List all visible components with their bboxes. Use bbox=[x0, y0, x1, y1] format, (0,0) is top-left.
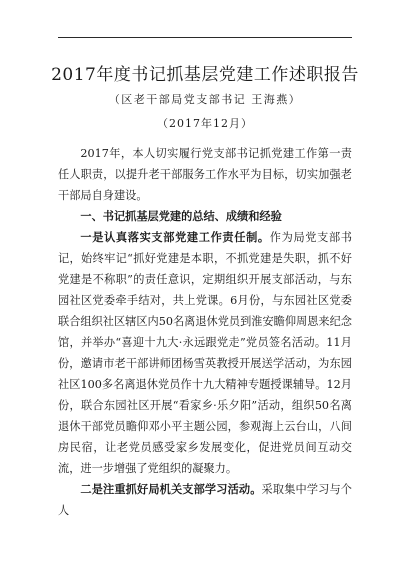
document-title: 2017年度书记抓基层党建工作述职报告 bbox=[51, 65, 359, 85]
point-2-paragraph bbox=[58, 479, 352, 521]
point-1-paragraph bbox=[58, 227, 352, 479]
document-body bbox=[58, 143, 352, 521]
section-heading: 一、书记抓基层党建的总结、成绩和经验 bbox=[80, 210, 282, 223]
point-2-text: 采取集中学习与个人 bbox=[58, 483, 352, 517]
document-date: （2017年12月） bbox=[157, 117, 253, 130]
point-1-text: 作为局党支部书记，始终牢记“抓好党建是本职，不抓党建是失职，抓不好党建是不称职”的责任意识，定期组织开展支部活动，与东园社区党委牵手结对，共上党课。6月份，与东园社区党委联合组织社区辖区内50名离退休党员到淮安瞻仰周恩来纪念馆，并举办“喜迎十九大·永远跟党走”党员签名活动。11月份，邀请市老干部讲师团杨雪英教授开展送学活动，为东园社区100多名离退休党员作十九大精神专题授课辅导。12月份，联合东园社区开展“看家乡·乐夕阳”活动，组织50名离退休干部党员瞻仰邓小平主题公园，参观海上云台山，八间房民宿，让老党员感受家乡发展变化，促进党员间互动交流，进一步增强了党组织的凝聚力。 bbox=[58, 231, 352, 475]
point-2-lead: 二是注重抓好局机关支部学习活动。 bbox=[80, 482, 262, 496]
intro-paragraph: 2017年，本人切实履行党支部书记抓党建工作第一责任人职责，以提升老干部服务工作水平为目标，切实加强老干部局自身建设。 bbox=[58, 147, 352, 202]
document-subtitle: （区老干部局党支部书记 王海燕） bbox=[108, 93, 302, 106]
header-rule bbox=[58, 37, 352, 38]
point-1-lead: 一是认真落实支部党建工作责任制。 bbox=[80, 230, 270, 244]
